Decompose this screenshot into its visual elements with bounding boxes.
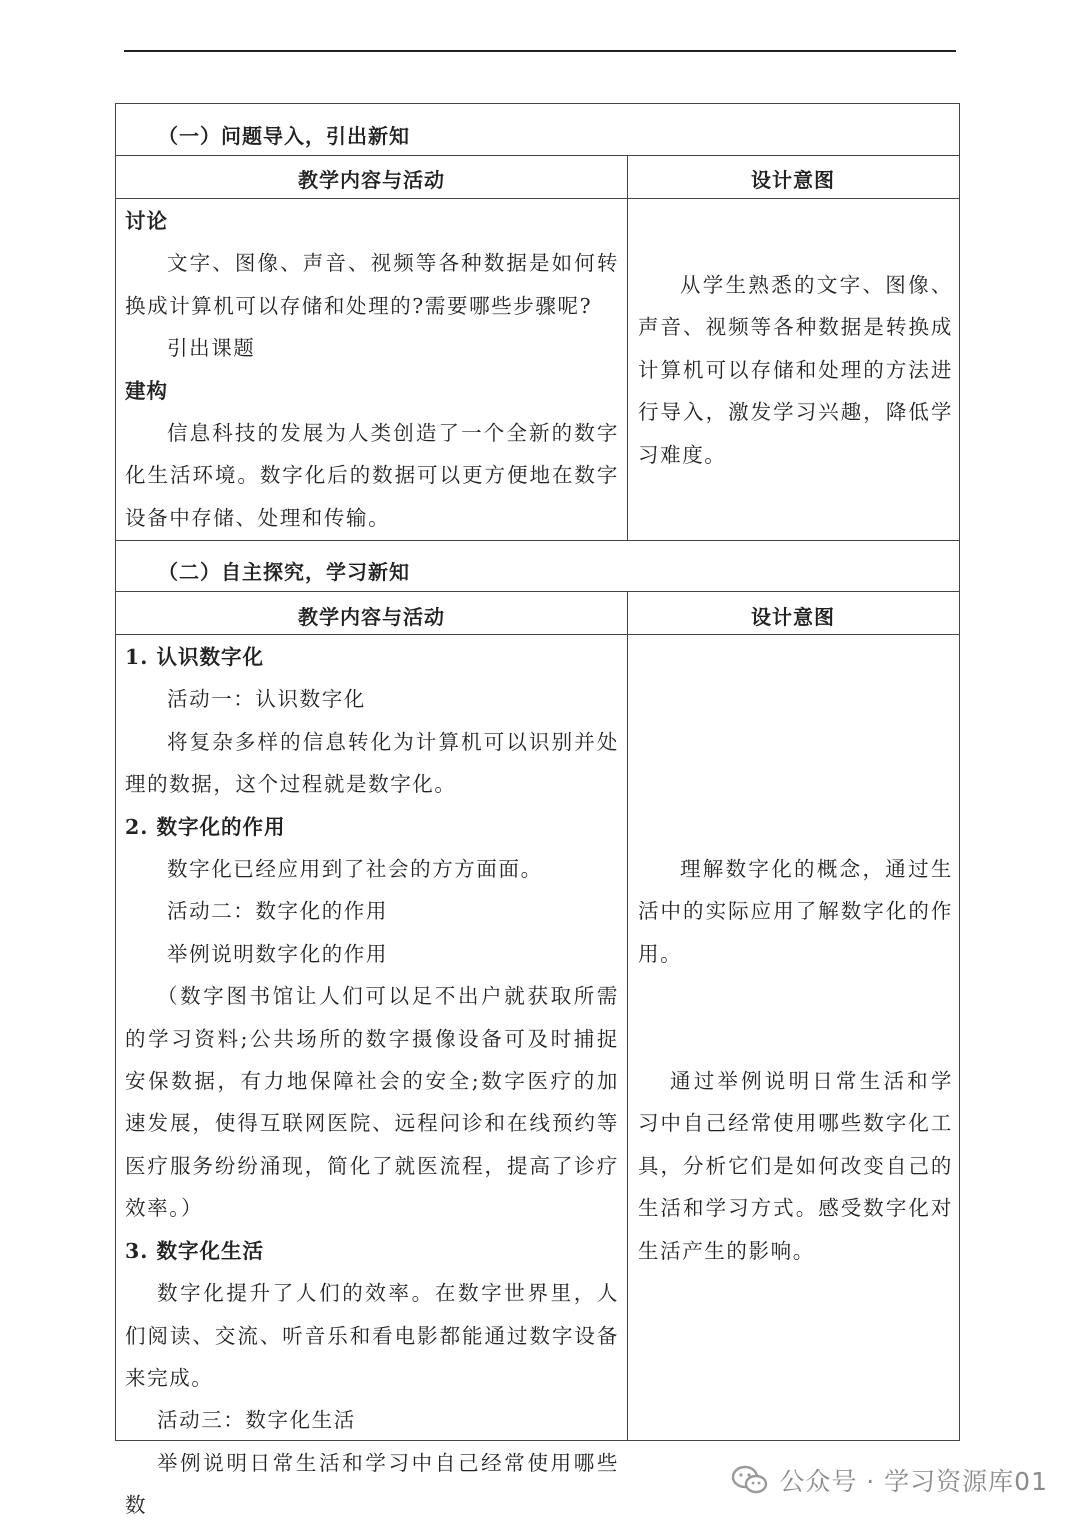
activity-two-label: 活动二：数字化的作用	[167, 899, 388, 924]
digitization-role-text: 数字化已经应用到了社会的方方面面。	[167, 857, 543, 882]
section2-title: （二）自主探究，学习新知	[158, 560, 410, 584]
activity-three-text: 举例说明日常生活和学习中自己经常使用哪些数	[125, 1450, 619, 1518]
section1-col-left-header: 教学内容与活动	[298, 168, 445, 192]
construct-text: 信息科技的发展为人类创造了一个全新的数字化生活环境。数字化后的数据可以更方便地在数字设备中存储、处理和传输。	[125, 421, 619, 530]
section1-left-content	[125, 200, 619, 539]
digital-life-heading: 3. 数字化生活	[125, 1238, 265, 1263]
examples-prompt: 举例说明数字化的作用	[167, 941, 388, 966]
section1-intent-text: 从学生熟悉的文字、图像、声音、视频等各种数据是转换成计算机可以存储和处理的方法进行导入，激发学习兴趣，降低学习难度。	[638, 273, 953, 467]
digitization-definition: 将复杂多样的信息转化为计算机可以识别并处理的数据，这个过程就是数字化。	[125, 729, 619, 797]
discussion-text: 文字、图像、声音、视频等各种数据是如何转换成计算机可以存储和处理的?需要哪些步骤呢?	[125, 251, 619, 318]
wechat-icon	[731, 1465, 769, 1495]
examples-text: （数字图书馆让人们可以足不出户就获取所需的学习资料;公共场所的数字摄像设备可及时捕捉安保数据，有力地保障社会的安全;数字医疗的加速发展，使得互联网医院、远程问诊和在线预约等医疗服务纷纷涌现，简化了就医流程，提高了诊疗效率。）	[125, 984, 619, 1221]
section1-design-intent	[638, 264, 953, 476]
discussion-heading: 讨论	[125, 209, 168, 233]
section2-intent-text-1: 理解数字化的概念，通过生活中的实际应用了解数字化的作用。	[638, 857, 953, 966]
section2-left-content	[125, 636, 619, 1527]
intro-topic-text: 引出课题	[167, 336, 256, 361]
section2-col-left-header: 教学内容与活动	[298, 605, 445, 629]
construct-heading: 建构	[125, 378, 168, 403]
section1-title: （一）问题导入，引出新知	[158, 124, 410, 148]
section2-col-right-header: 设计意图	[751, 605, 835, 629]
activity-three-label: 活动三：数字化生活	[157, 1408, 356, 1433]
section2-design-intent-1	[638, 848, 953, 975]
digital-life-text: 数字化提升了人们的效率。在数字世界里，人们阅读、交流、听音乐和看电影都能通过数字设备来完成。	[125, 1281, 619, 1390]
watermark-text: 公众号 · 学习资源库01	[779, 1467, 1048, 1496]
recognize-digitization-heading: 1. 认识数字化	[125, 645, 265, 669]
header-rule	[124, 50, 956, 52]
digitization-role-heading: 2. 数字化的作用	[125, 814, 286, 839]
section1-col-right-header: 设计意图	[751, 168, 835, 192]
section2-intent-text-2: 通过举例说明日常生活和学习中自己经常使用哪些数字化工具，分析它们是如何改变自己的生活和学习方式。感受数字化对生活产生的影响。	[638, 1069, 953, 1263]
watermark	[731, 1462, 1048, 1498]
section2-design-intent-2	[638, 1060, 953, 1272]
activity-one-label: 活动一：认识数字化	[167, 687, 366, 712]
